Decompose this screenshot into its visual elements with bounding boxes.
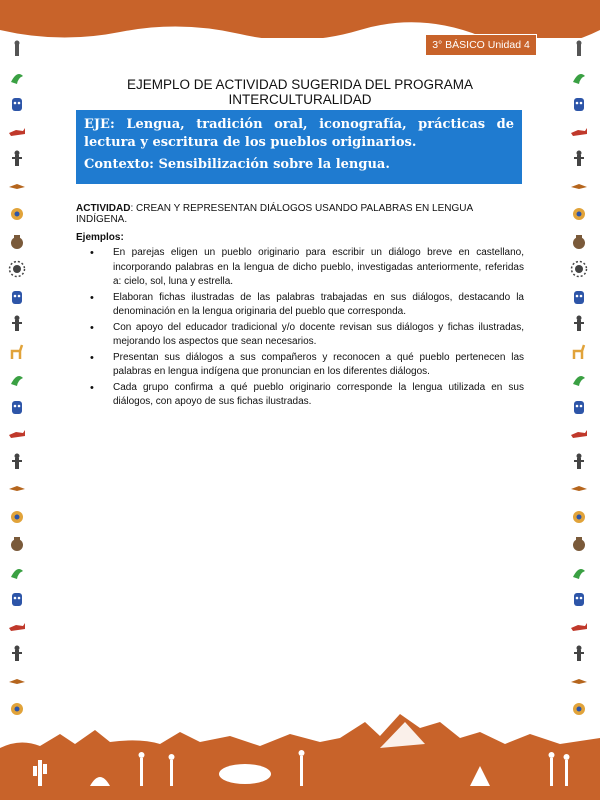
- activity-line: [76, 203, 522, 225]
- warrior-icon: [8, 453, 26, 471]
- condor-icon: [8, 480, 26, 498]
- pot-icon: [8, 535, 26, 553]
- green-bird-icon: [8, 68, 26, 86]
- flower-icon: [8, 205, 26, 223]
- condor-icon: [8, 178, 26, 196]
- llama-icon: [8, 343, 26, 361]
- eje-heading: EJE: Lengua, tradición oral, iconografía, prácticas de lectura y escritura de los pueblos originarios.: [84, 117, 514, 150]
- blue-mask-icon: [570, 590, 588, 608]
- left-decoration-column: [4, 40, 30, 740]
- list-item: • Con apoyo del educador tradicional y/o docente revisan sus diálogos y fichas ilustradas, mejorando los aspectos que sean necesarios.: [76, 321, 524, 350]
- landscape-silhouette-icon: [0, 708, 600, 800]
- eje-context: Contexto: Sensibilización sobre la lengua.: [84, 157, 390, 172]
- green-bird-icon: [570, 68, 588, 86]
- green-bird-icon: [8, 370, 26, 388]
- llama-icon: [570, 343, 588, 361]
- warrior-icon: [570, 453, 588, 471]
- red-fox-icon: [8, 425, 26, 443]
- red-fox-icon: [570, 618, 588, 636]
- list-item: • Elaboran fichas ilustradas de las palabras trabajadas en sus diálogos, destacando la denominación en la lengua originaria del pueblo que corresponda.: [76, 291, 524, 320]
- blue-mask-icon: [570, 398, 588, 416]
- condor-icon: [8, 673, 26, 691]
- condor-icon: [570, 178, 588, 196]
- activity-text: : CREAN Y REPRESENTAN DIÁLOGOS USANDO PALABRAS EN LENGUA INDÍGENA.: [76, 203, 473, 225]
- figure-icon: [8, 40, 26, 58]
- red-fox-icon: [8, 123, 26, 141]
- condor-icon: [570, 673, 588, 691]
- warrior-icon: [570, 315, 588, 333]
- flower-icon: [570, 205, 588, 223]
- red-fox-icon: [570, 425, 588, 443]
- green-bird-icon: [570, 370, 588, 388]
- warrior-icon: [8, 150, 26, 168]
- list-item: • En parejas eligen un pueblo originario para escribir un diálogo breve en castellano, incorporando palabras en la lengua de dicho pueblo, investigadas anteriormente, referidas a: cielo, sol, luna y estrella.: [76, 246, 524, 290]
- pot-icon: [570, 535, 588, 553]
- right-decoration-column: [566, 40, 592, 740]
- sun-icon: [8, 260, 26, 278]
- blue-mask-icon: [8, 95, 26, 113]
- figure-icon: [570, 40, 588, 58]
- warrior-icon: [8, 645, 26, 663]
- list-item: • Presentan sus diálogos a sus compañeros y reconocen a qué pueblo pertenecen las palabras en lengua indígena que pronuncian en los diferentes diálogos.: [76, 351, 524, 380]
- examples-list: [76, 246, 524, 411]
- warrior-icon: [570, 150, 588, 168]
- top-band: [0, 0, 600, 38]
- green-bird-icon: [8, 563, 26, 581]
- red-fox-icon: [8, 618, 26, 636]
- pot-icon: [570, 233, 588, 251]
- blue-mask-icon: [570, 288, 588, 306]
- flower-icon: [8, 508, 26, 526]
- condor-icon: [570, 480, 588, 498]
- pot-icon: [8, 233, 26, 251]
- blue-mask-icon: [8, 398, 26, 416]
- list-item: • Cada grupo confirma a qué pueblo originario corresponde la lengua utilizada en sus diálogos, con apoyo de sus fichas ilustradas.: [76, 381, 524, 410]
- blue-mask-icon: [8, 288, 26, 306]
- document-title: EJEMPLO DE ACTIVIDAD SUGERIDA DEL PROGRAMA INTERCULTURALIDAD: [126, 77, 474, 107]
- flower-icon: [570, 508, 588, 526]
- activity-label: ACTIVIDAD: [76, 203, 131, 214]
- sun-icon: [570, 260, 588, 278]
- warrior-icon: [8, 315, 26, 333]
- blue-mask-icon: [570, 95, 588, 113]
- examples-label: Ejemplos:: [76, 232, 124, 243]
- green-bird-icon: [570, 563, 588, 581]
- eje-box: [76, 110, 522, 184]
- warrior-icon: [570, 645, 588, 663]
- red-fox-icon: [570, 123, 588, 141]
- blue-mask-icon: [8, 590, 26, 608]
- footer-landscape: [0, 708, 600, 800]
- unit-badge: 3° BÁSICO Unidad 4: [425, 34, 537, 56]
